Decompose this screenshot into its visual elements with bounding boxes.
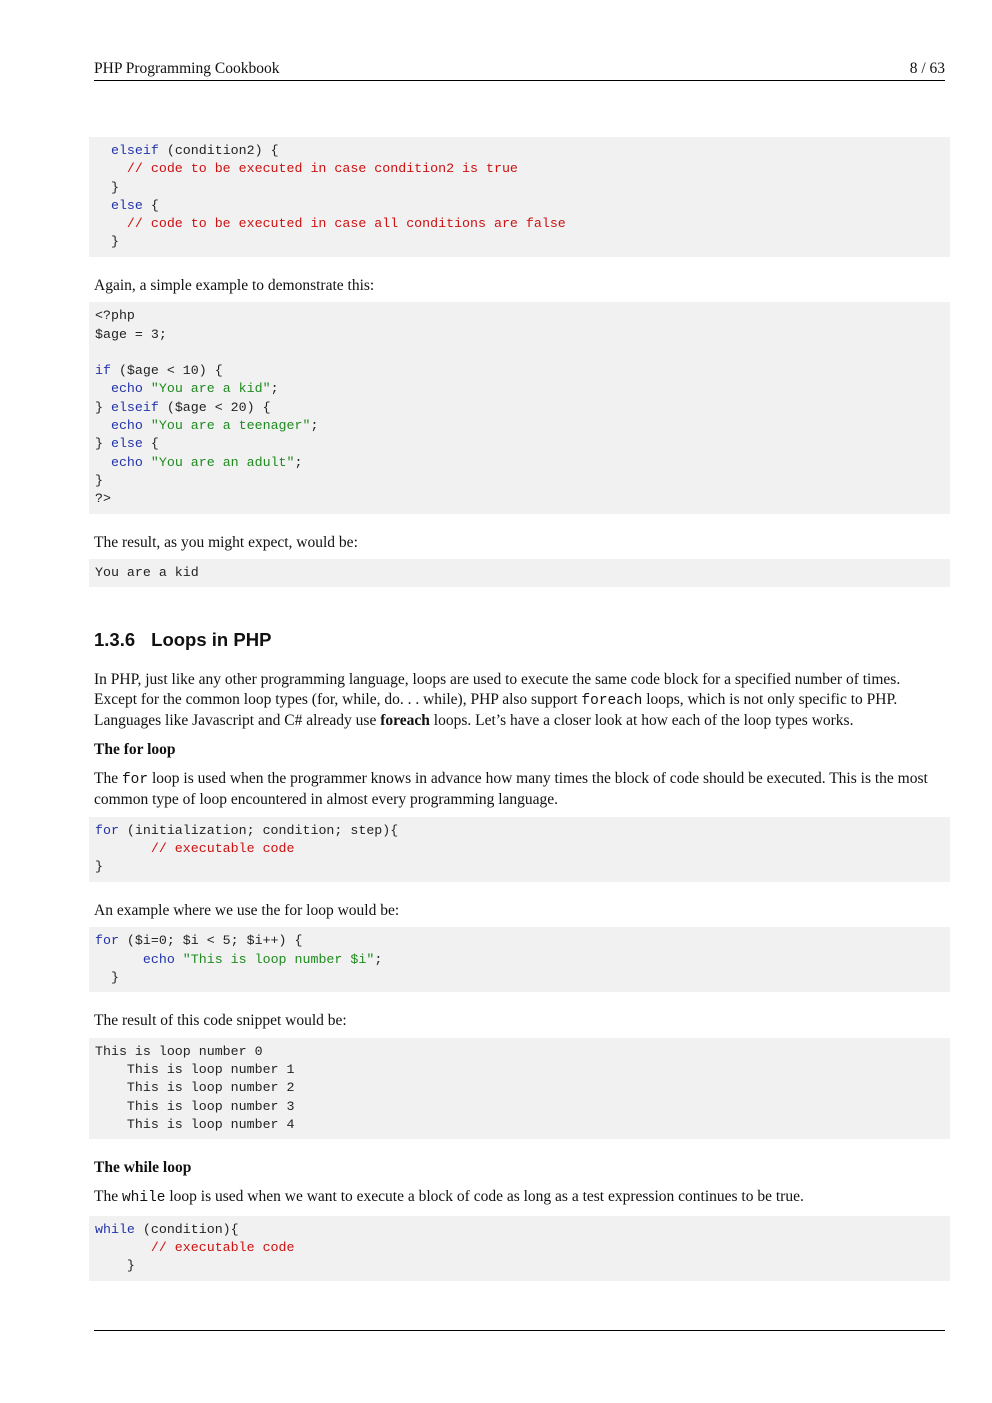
- paragraph: The result, as you might expect, would be:: [94, 533, 358, 551]
- page-content: [89, 137, 950, 1281]
- paragraph: An example where we use the for loop would be:: [94, 901, 400, 919]
- code-block-age-example: <?php $age = 3; if ($age < 10) { echo "You are a kid"; } elseif ($age < 20) { echo "You are a teenager"; } else { echo "You are an adult"; } ?>: [89, 302, 950, 513]
- section-heading: 1.3.6 Loops in PHP: [94, 629, 272, 651]
- while-loop-paragraph: The while loop is used when we want to execute a block of code as long as a test expression continues to be true.: [94, 1188, 804, 1207]
- paragraph: The result of this code snippet would be:: [94, 1012, 347, 1030]
- page-header: [94, 58, 945, 81]
- book-title: PHP Programming Cookbook: [94, 60, 280, 77]
- for-loop-paragraph: The for loop is used when the programmer knows in advance how many times the block of code should be executed. This is the most common type of loop encountered in almost every programming language.: [94, 769, 928, 809]
- code-block-for-example: for ($i=0; $i < 5; $i++) { echo "This is loop number $i"; }: [89, 927, 950, 992]
- footer-rule: [94, 1330, 945, 1331]
- output-block: You are a kid: [89, 559, 950, 587]
- for-loop-heading: The for loop: [94, 740, 176, 758]
- page-number: 8 / 63: [909, 60, 945, 77]
- code-block-while-syntax: while (condition){ // executable code }: [89, 1216, 950, 1281]
- intro-paragraph: In PHP, just like any other programming language, loops are used to execute the same code block for a specified number of times. Except for the common loop types (for, while, do. . . while), PHP also support foreach loops, which is not only specific to PHP. Languages like Javascript and C# already use foreach loops. Let’s have a closer look at how each of the loop types works.: [94, 671, 901, 730]
- code-block-conditions: elseif (condition2) { // code to be executed in case condition2 is true } else { // code to be executed in case all conditions are false }: [89, 137, 950, 257]
- code-block-for-syntax: for (initialization; condition; step){ // executable code }: [89, 817, 950, 882]
- output-block-for: This is loop number 0 This is loop number 1 This is loop number 2 This is loop number 3 This is loop number 4: [89, 1038, 950, 1139]
- while-loop-heading: The while loop: [94, 1159, 192, 1177]
- paragraph: Again, a simple example to demonstrate this:: [94, 276, 375, 294]
